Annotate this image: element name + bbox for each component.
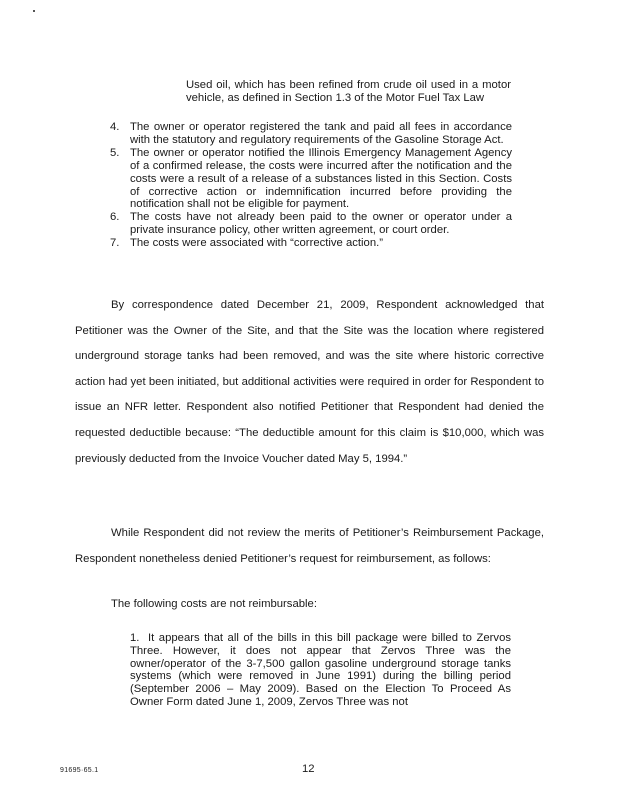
- block-quote: [130, 632, 511, 709]
- scan-mark: [33, 10, 35, 12]
- list-item-text: The owner or operator registered the tank and paid all fees in accordance with the statutory and regulatory requirements of the Gasoline Storage Act.: [130, 121, 512, 146]
- paragraph-text: While Respondent did not review the merits of Petitioner’s Reimbursement Package, Respondent nonetheless denied Petitioner’s request for reimbursement, as follows:: [75, 527, 544, 565]
- list-number: 4.: [110, 121, 120, 133]
- criteria-list: [110, 121, 512, 250]
- list-number: 5.: [110, 146, 120, 159]
- denial-paragraph: [75, 521, 544, 572]
- quote-number: 1.: [130, 632, 140, 644]
- list-number: 7.: [110, 237, 120, 250]
- footer-doc-id: 91695·65.1: [60, 767, 99, 774]
- quote-text: It appears that all of the bills in this bill package were billed to Zervos Three. However, it does not appear that Zervos Three was the owner/operator of the 3-7,500 gallon gasoline underground storage tanks systems (which were removed in June 1991) during the billing period (September 2006 – May 2009). Based on the Election To Proceed As Owner Form dated June 1, 2009, Zervos Three was not: [130, 632, 511, 708]
- list-number: 6.: [110, 211, 120, 224]
- list-item: [110, 237, 512, 250]
- list-item: [110, 121, 512, 147]
- list-item-text: The owner or operator notified the Illinois Emergency Management Agency of a confirmed release, the costs were incurred after the notification and the costs were a result of a release of a substances listed in this Section. Costs of corrective action or indemnification incurred before providing the notification shall not be eligible for payment.: [130, 146, 512, 211]
- list-item-text: The costs have not already been paid to the owner or operator under a private insurance policy, other written agreement, or court order.: [130, 211, 512, 237]
- list-item-text: The costs were associated with “corrective action.”: [130, 237, 384, 250]
- costs-intro: The following costs are not reimbursable:: [111, 598, 317, 610]
- correspondence-paragraph: [75, 293, 544, 472]
- list-item: [110, 147, 512, 212]
- paragraph-text: By correspondence dated December 21, 2009, Respondent acknowledged that Petitioner was the Owner of the Site, and that the Site was the location where registered underground storage tanks had been removed, and was the site where historic corrective action had yet been initiated, but additional activities were required in order for Respondent to issue an NFR letter. Respondent also notified Petitioner that Respondent had denied the requested deductible because: “The deductible amount for this claim is $10,000, which was previously deducted from the Invoice Voucher dated May 5, 1994.”: [75, 299, 544, 465]
- continuation-text: Used oil, which has been refined from crude oil used in a motor vehicle, as defined in Section 1.3 of the Motor Fuel Tax Law: [186, 79, 511, 104]
- list-item: [110, 211, 512, 237]
- page-number: 12: [302, 763, 315, 775]
